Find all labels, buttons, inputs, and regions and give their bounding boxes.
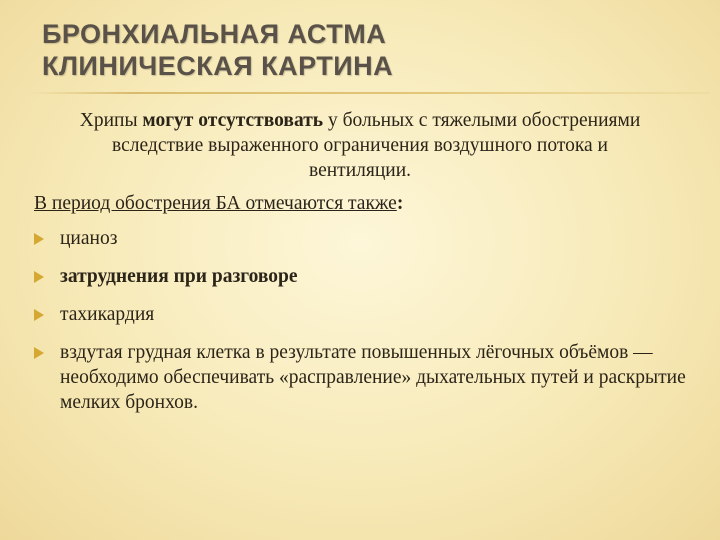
intro-text-end: у больных с тяжелыми обострениями вследствие выраженного ограничения воздушного потока и вентиляции. xyxy=(112,110,641,181)
list-item-text: вздутая грудная клетка в результате повышенных лёгочных объёмов — необходимо обеспечивать «расправление» дыхательных путей и раскрытие мелких бронхов. xyxy=(60,342,686,413)
title-line-1: БРОНХИАЛЬНАЯ АСТМА xyxy=(42,19,387,49)
lead-line xyxy=(34,191,690,216)
triangle-bullet-icon xyxy=(34,271,44,283)
triangle-bullet-icon xyxy=(34,233,44,245)
slide-body xyxy=(30,108,690,428)
lead-underlined-text: В период обострения БА отмечаются также xyxy=(34,193,397,214)
list-item xyxy=(30,302,690,327)
intro-bold-text: могут отсутствовать xyxy=(142,110,324,131)
list-item xyxy=(30,264,690,289)
title-line-2: КЛИНИЧЕСКАЯ КАРТИНА xyxy=(42,51,394,81)
list-item-text: тахикардия xyxy=(60,304,155,325)
list-item xyxy=(30,226,690,251)
list-item-text: затруднения при разговоре xyxy=(60,266,298,287)
lead-colon: : xyxy=(396,193,404,214)
intro-paragraph xyxy=(30,108,690,183)
list-item-text: цианоз xyxy=(60,228,118,249)
slide-title xyxy=(42,18,393,82)
triangle-bullet-icon xyxy=(34,347,44,359)
symptom-list xyxy=(30,226,690,415)
title-divider xyxy=(30,92,710,94)
intro-text-start: Хрипы xyxy=(79,110,143,131)
triangle-bullet-icon xyxy=(34,309,44,321)
list-item xyxy=(30,340,690,415)
